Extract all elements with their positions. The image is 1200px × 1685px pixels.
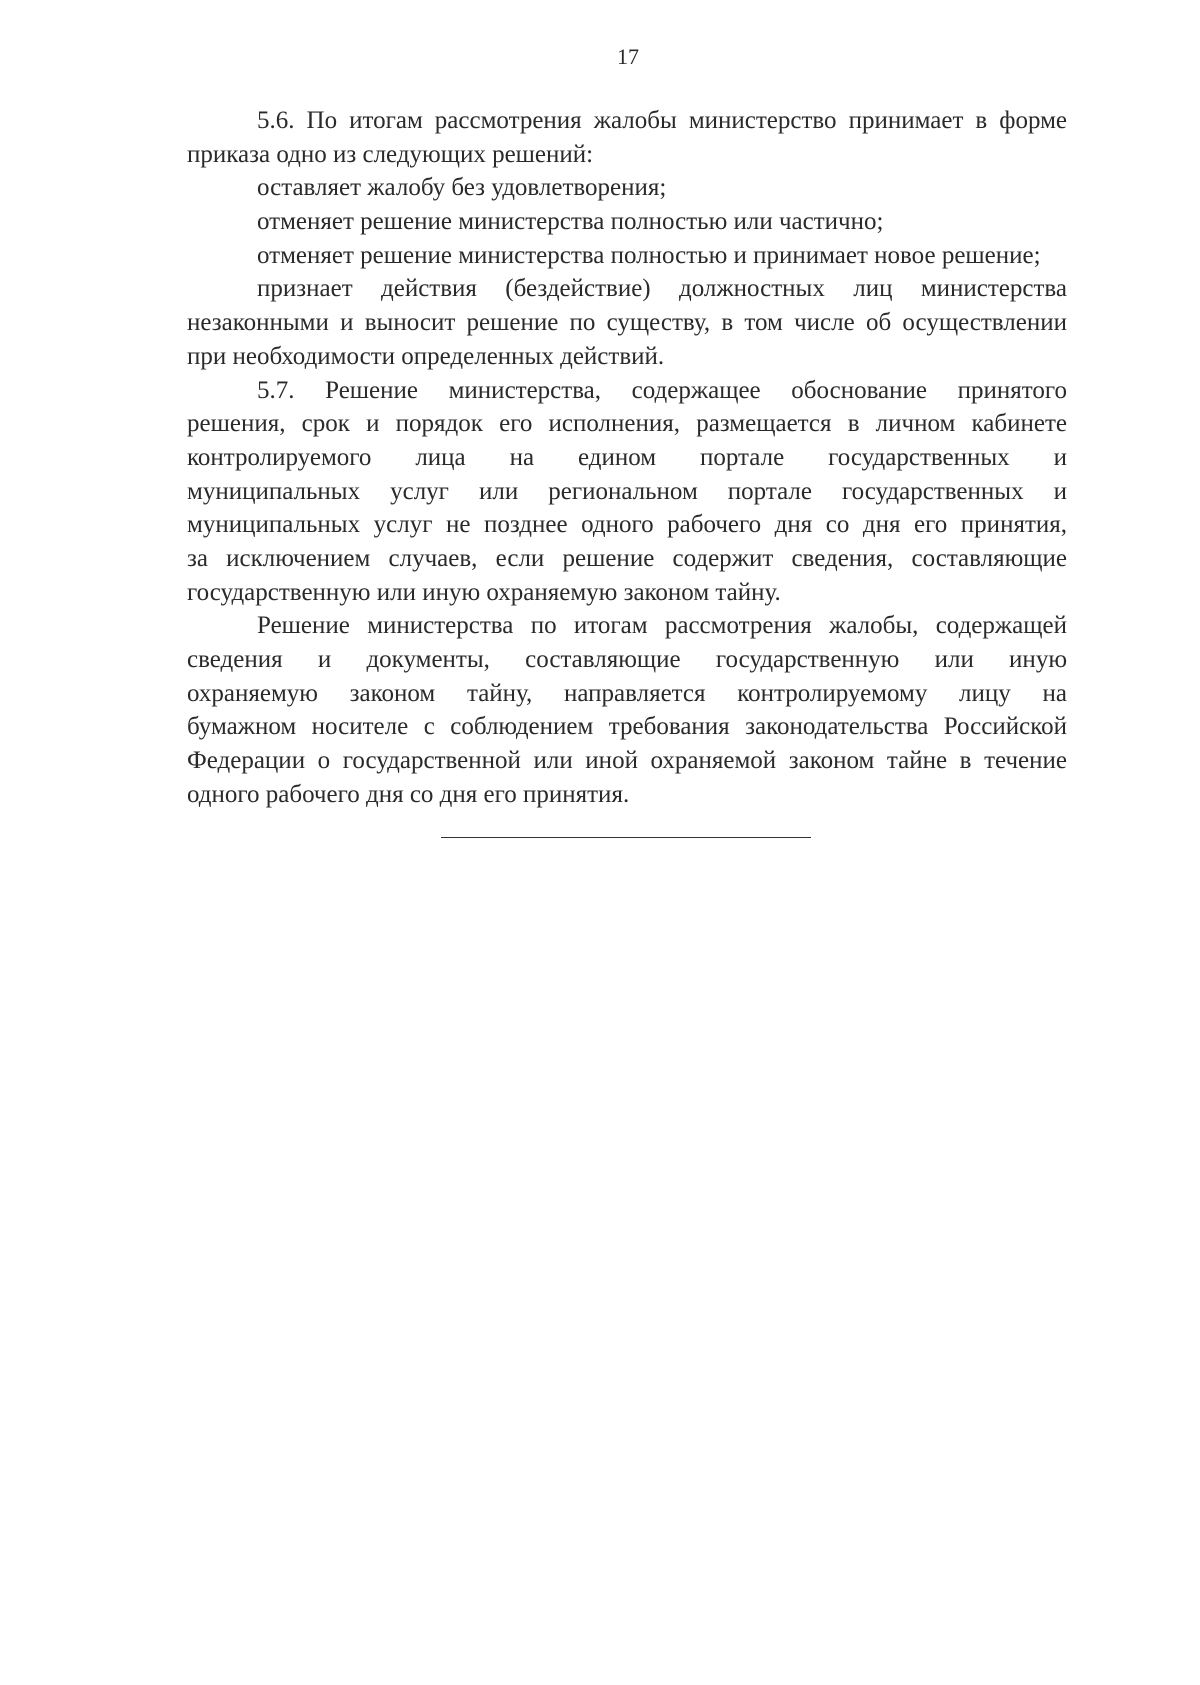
text-line: сведения и документы, составляющие государственную или иную [187, 646, 1067, 673]
text-line: решения, срок и порядок его исполнения, размещается в личном кабинете [187, 410, 1067, 438]
text-line: отменяет решение министерства полностью и принимает новое решение; [257, 241, 1041, 269]
text-line: незаконными и выносит решение по существу, в том числе об осуществлении [187, 309, 1067, 337]
text-line: 5.6. По итогам рассмотрения жалобы министерство принимает в форме [257, 107, 1067, 134]
text-line: Решение министерства по итогам рассмотрения жалобы, содержащей [257, 612, 1067, 640]
text-line: оставляет жалобу без удовлетворения; [257, 174, 667, 202]
text-line: Федерации о государственной или иной охраняемой законом тайне в течение [187, 747, 1067, 775]
text-line: приказа одно из следующих решений: [187, 140, 594, 168]
page-number: 17 [617, 44, 639, 69]
end-divider [441, 837, 811, 838]
text-line: бумажном носителе с соблюдением требования законодательства Российской [187, 713, 1067, 741]
text-line: при необходимости определенных действий. [187, 342, 665, 370]
text-line: муниципальных услуг не позднее одного рабочего дня со дня его принятия, [187, 511, 1067, 539]
text-line: за исключением случаев, если решение содержит сведения, составляющие [187, 544, 1067, 572]
text-line: отменяет решение министерства полностью или частично; [257, 208, 884, 236]
text-line: одного рабочего дня со дня его принятия. [187, 780, 630, 808]
text-line: контролируемого лица на едином портале государственных и [187, 443, 1067, 471]
text-line: муниципальных услуг или региональном портале государственных и [187, 477, 1067, 505]
text-line: государственную или иную охраняемую законом тайну. [187, 578, 781, 606]
text-line: 5.7. Решение министерства, содержащее обоснование принятого [257, 376, 1067, 404]
document-body [187, 104, 1067, 811]
text-line: охраняемую законом тайну, направляется контролируемому лицу на [187, 679, 1067, 707]
text-line: признает действия (бездействие) должностных лиц министерства [257, 275, 1067, 303]
